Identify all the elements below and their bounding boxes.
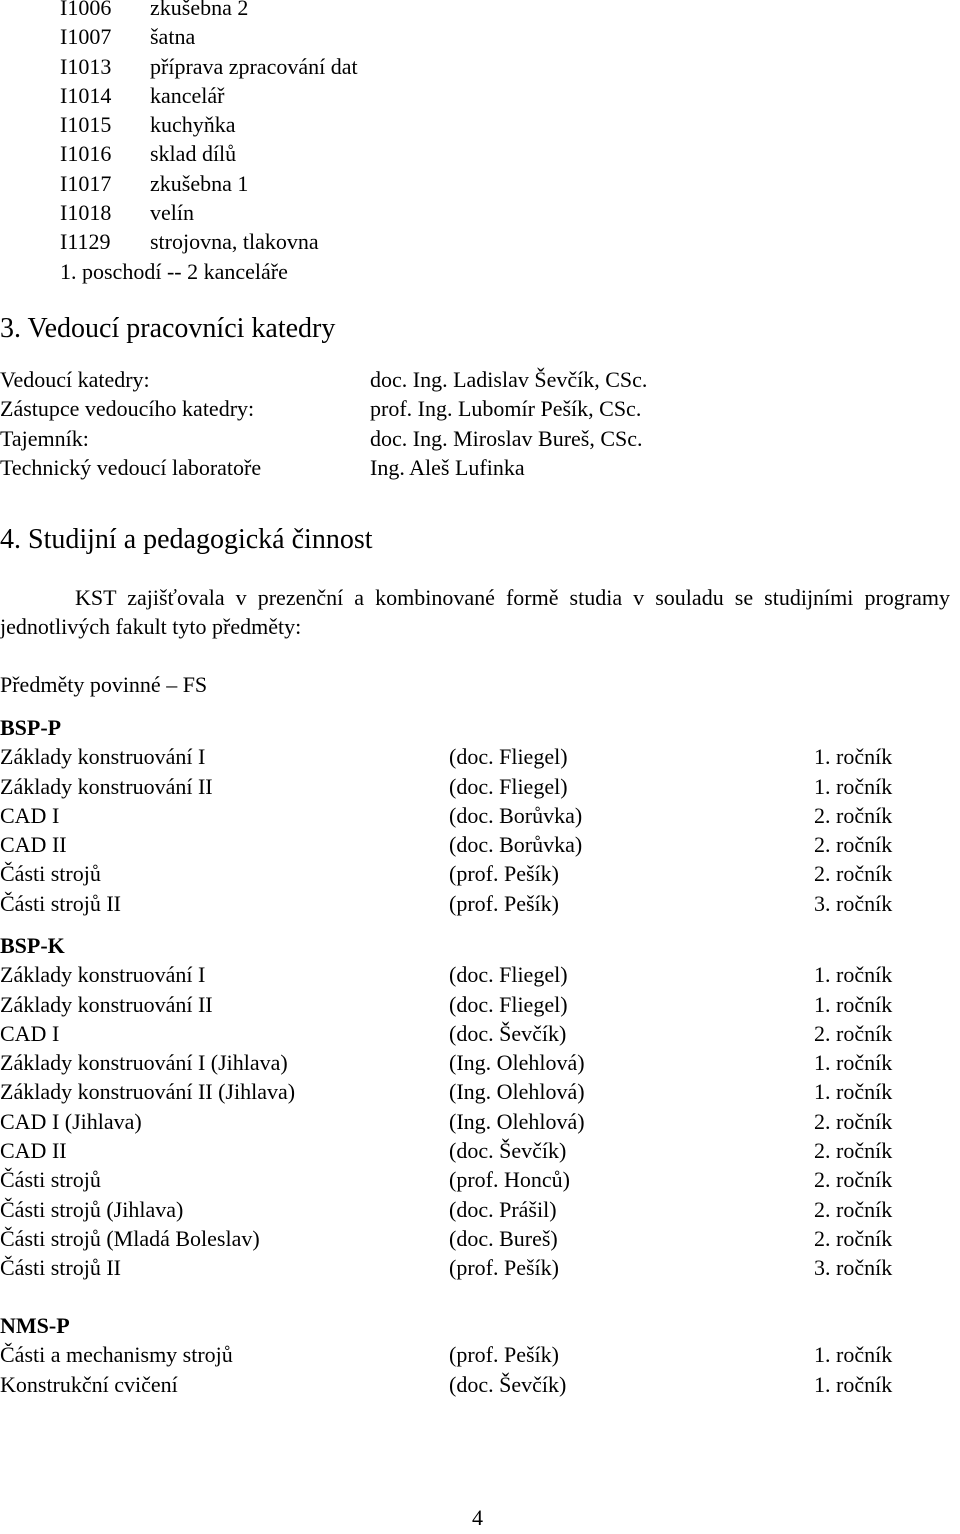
- staff-role: Vedoucí katedry:: [0, 367, 150, 392]
- room-name: šatna: [150, 24, 196, 50]
- room-row: [60, 52, 960, 81]
- course-year: 2. ročník: [814, 802, 893, 828]
- course-row: [0, 1195, 960, 1224]
- room-row: [60, 110, 960, 139]
- course-year: 2. ročník: [814, 1196, 893, 1222]
- course-row: [0, 1370, 960, 1399]
- course-teacher: (doc. Borůvka): [449, 832, 583, 858]
- course-teacher: (prof. Pešík): [449, 1342, 559, 1368]
- staff-role: Zástupce vedoucího katedry:: [0, 396, 255, 422]
- course-year: 2. ročník: [814, 1167, 893, 1193]
- course-teacher: (prof. Pešík): [449, 890, 559, 916]
- course-block-nms-p: [0, 1311, 960, 1399]
- course-row: [0, 990, 960, 1019]
- course-name: CAD I (Jihlava): [0, 1108, 142, 1134]
- course-year: 1. ročník: [814, 773, 893, 799]
- section-3-heading: 3. Vedoucí pracovníci katedry: [0, 313, 336, 344]
- staff-role: Tajemník:: [0, 425, 89, 451]
- staff-row: [0, 424, 960, 453]
- course-name: CAD II: [0, 1138, 67, 1164]
- course-year: 1. ročník: [814, 991, 893, 1017]
- course-row: [0, 830, 960, 859]
- room-code: I1006: [60, 0, 112, 20]
- course-teacher: (doc. Fliegel): [449, 962, 568, 988]
- course-row: [0, 1136, 960, 1165]
- course-row: [0, 960, 960, 989]
- course-teacher: (doc. Ševčík): [449, 1138, 567, 1164]
- room-code: I1018: [60, 200, 112, 226]
- course-name: Části strojů II: [0, 1255, 121, 1281]
- course-row: [0, 742, 960, 771]
- subjects-title: Předměty povinné – FS: [0, 672, 208, 697]
- staff-row: [0, 453, 960, 482]
- course-teacher: (prof. Pešík): [449, 861, 559, 887]
- room-code: I1015: [60, 112, 112, 138]
- room-row: [60, 81, 960, 110]
- room-row: [60, 0, 960, 22]
- course-name: Základy konstruování I: [0, 962, 206, 988]
- block-label: BSP-P: [0, 715, 62, 740]
- room-name: zkušebna 1: [150, 170, 249, 196]
- room-row: [60, 198, 960, 227]
- course-teacher: (doc. Ševčík): [449, 1371, 567, 1397]
- course-row: [0, 1107, 960, 1136]
- course-teacher: (Ing. Olehlová): [449, 1108, 585, 1134]
- course-year: 2. ročník: [814, 832, 893, 858]
- course-row: [0, 1165, 960, 1194]
- course-name: Základy konstruování I: [0, 744, 206, 770]
- course-name: Části strojů (Mladá Boleslav): [0, 1225, 260, 1251]
- room-name: příprava zpracování dat: [150, 53, 358, 79]
- course-teacher: (doc. Bureš): [449, 1225, 558, 1251]
- course-name: Části strojů: [0, 1167, 101, 1193]
- course-row: [0, 1077, 960, 1106]
- room-list: [60, 0, 960, 286]
- course-name: Základy konstruování I (Jihlava): [0, 1050, 288, 1076]
- course-name: Části a mechanismy strojů: [0, 1342, 233, 1368]
- course-teacher: (Ing. Olehlová): [449, 1050, 585, 1076]
- course-year: 2. ročník: [814, 1020, 893, 1046]
- course-name: CAD I: [0, 802, 60, 828]
- course-name: Části strojů: [0, 861, 101, 887]
- room-code: I1013: [60, 53, 112, 79]
- room-code: I1007: [60, 24, 112, 50]
- course-row: [0, 1019, 960, 1048]
- course-teacher: (doc. Ševčík): [449, 1020, 567, 1046]
- course-block-bsp-p: [0, 713, 960, 918]
- course-row: [0, 1253, 960, 1282]
- course-year: 3. ročník: [814, 890, 893, 916]
- room-code: I1014: [60, 82, 112, 108]
- room-name: kuchyňka: [150, 112, 236, 138]
- course-year: 1. ročník: [814, 962, 893, 988]
- room-code: I1129: [60, 229, 111, 255]
- room-code: I1017: [60, 170, 112, 196]
- staff-role: Technický vedoucí laboratoře: [0, 454, 262, 480]
- course-row: [0, 801, 960, 830]
- room-name: zkušebna 2: [150, 0, 249, 20]
- floor-note: 1. poschodí -- 2 kanceláře: [60, 258, 288, 284]
- page-number: 4: [472, 1505, 483, 1530]
- section-4-heading: 4. Studijní a pedagogická činnost: [0, 524, 373, 555]
- course-year: 2. ročník: [814, 1225, 893, 1251]
- room-row: [60, 169, 960, 198]
- room-name: kancelář: [150, 82, 225, 108]
- course-year: 1. ročník: [814, 1342, 893, 1368]
- course-row: [0, 1048, 960, 1077]
- course-name: Základy konstruování II: [0, 991, 213, 1017]
- course-name: CAD II: [0, 832, 67, 858]
- course-row: [0, 889, 960, 918]
- course-year: 1. ročník: [814, 1079, 893, 1105]
- staff-person: doc. Ing. Ladislav Ševčík, CSc.: [370, 367, 648, 392]
- room-row: [60, 139, 960, 168]
- course-year: 1. ročník: [814, 1371, 893, 1397]
- course-row: [0, 859, 960, 888]
- room-row: [60, 22, 960, 51]
- course-row: [0, 1340, 960, 1369]
- course-teacher: (doc. Fliegel): [449, 991, 568, 1017]
- course-block-bsp-k: [0, 931, 960, 1283]
- staff-person: doc. Ing. Miroslav Bureš, CSc.: [370, 425, 643, 451]
- course-teacher: (doc. Fliegel): [449, 744, 568, 770]
- staff-row: [0, 394, 960, 423]
- course-name: Základy konstruování II: [0, 773, 213, 799]
- intro-paragraph: KST zajišťovala v prezenční a kombinované formě studia v souladu se studijními programy jednotlivých fakult tyto předměty:: [0, 585, 950, 640]
- room-name: sklad dílů: [150, 141, 237, 167]
- block-label: NMS-P: [0, 1313, 70, 1338]
- course-year: 3. ročník: [814, 1255, 893, 1281]
- course-year: 2. ročník: [814, 1138, 893, 1164]
- staff-list: [0, 365, 960, 482]
- course-year: 1. ročník: [814, 744, 893, 770]
- staff-row: [0, 365, 960, 394]
- course-year: 1. ročník: [814, 1050, 893, 1076]
- block-label: BSP-K: [0, 933, 65, 958]
- course-teacher: (doc. Prášil): [449, 1196, 557, 1222]
- course-name: Části strojů II: [0, 890, 121, 916]
- course-teacher: (prof. Honců): [449, 1167, 570, 1193]
- room-code: I1016: [60, 141, 112, 167]
- course-name: Konstrukční cvičení: [0, 1371, 178, 1397]
- course-name: Základy konstruování II (Jihlava): [0, 1079, 296, 1105]
- staff-person: prof. Ing. Lubomír Pešík, CSc.: [370, 396, 642, 422]
- course-name: CAD I: [0, 1020, 60, 1046]
- course-row: [0, 772, 960, 801]
- course-teacher: (Ing. Olehlová): [449, 1079, 585, 1105]
- room-name: strojovna, tlakovna: [150, 229, 319, 255]
- staff-person: Ing. Aleš Lufinka: [370, 454, 525, 480]
- course-year: 2. ročník: [814, 1108, 893, 1134]
- room-name: velín: [150, 200, 194, 226]
- course-name: Části strojů (Jihlava): [0, 1196, 184, 1222]
- course-teacher: (doc. Borůvka): [449, 802, 583, 828]
- course-teacher: (doc. Fliegel): [449, 773, 568, 799]
- room-row: [60, 227, 960, 256]
- course-year: 2. ročník: [814, 861, 893, 887]
- course-row: [0, 1224, 960, 1253]
- course-teacher: (prof. Pešík): [449, 1255, 559, 1281]
